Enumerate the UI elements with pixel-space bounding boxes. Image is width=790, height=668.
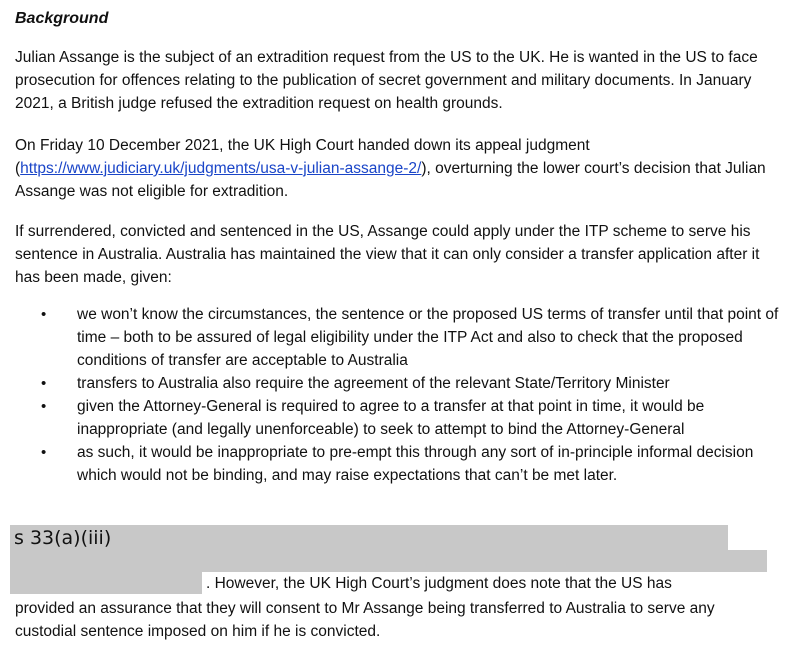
list-item — [15, 372, 780, 395]
section-heading: Background — [15, 10, 109, 27]
paragraph-assurance-rest: provided an assurance that they will consent to Mr Assange being transferred to Australia to serve any custodial sentence imposed on him if he is convicted. — [15, 600, 715, 640]
exemption-label: s 33(a)(iii) — [14, 527, 112, 549]
list-item — [15, 441, 780, 487]
bullet-icon: • — [41, 375, 47, 392]
redaction-block — [10, 572, 202, 594]
paragraph-appeal-judgment — [15, 134, 780, 203]
list-item-text: given the Attorney-General is required to agree to a transfer at that point in time, it would be inappropriate (and legally unenforceable) to seek to attempt to bind the Attorney-General — [77, 398, 705, 438]
list-item-text: transfers to Australia also require the agreement of the relevant State/Territory Minister — [77, 375, 670, 392]
appeal-text-after: ), overturning the lower court’s decision that Julian Assange was not eligible for extradition. — [15, 160, 766, 200]
bullet-list — [15, 303, 780, 487]
paragraph-assurance-line1: . However, the UK High Court’s judgment does note that the US has — [206, 575, 672, 592]
appeal-text-before: On Friday 10 December 2021, the UK High Court handed down its appeal judgment ( — [15, 137, 590, 177]
judgment-link[interactable]: https://www.judiciary.uk/judgments/usa-v-julian-assange-2/ — [20, 160, 422, 177]
list-item-text: we won’t know the circumstances, the sentence or the proposed US terms of transfer until that point of time – both to be assured of legal eligibility under the ITP Act and also to check that the proposed conditions of transfer are acceptable to Australia — [77, 306, 779, 369]
redaction-block — [10, 525, 728, 550]
bullet-icon: • — [41, 398, 47, 415]
list-item — [15, 395, 780, 441]
list-item — [15, 303, 780, 372]
paragraph-itp-scheme: If surrendered, convicted and sentenced in the US, Assange could apply under the ITP scheme to serve his sentence in Australia. Australia has maintained the view that it can only consider a transfer application after it has been made, given: — [15, 223, 760, 286]
bullet-icon: • — [41, 444, 47, 461]
list-item-text: as such, it would be inappropriate to pre-empt this through any sort of in-principle informal decision which would not be binding, and may raise expectations that can’t be met later. — [77, 444, 754, 484]
bullet-icon: • — [41, 306, 47, 323]
redaction-block — [10, 550, 767, 572]
paragraph-background: Julian Assange is the subject of an extradition request from the US to the UK. He is wanted in the US to face prosecution for offences relating to the publication of secret government and military documents. In January 2021, a British judge refused the extradition request on health grounds. — [15, 49, 758, 112]
